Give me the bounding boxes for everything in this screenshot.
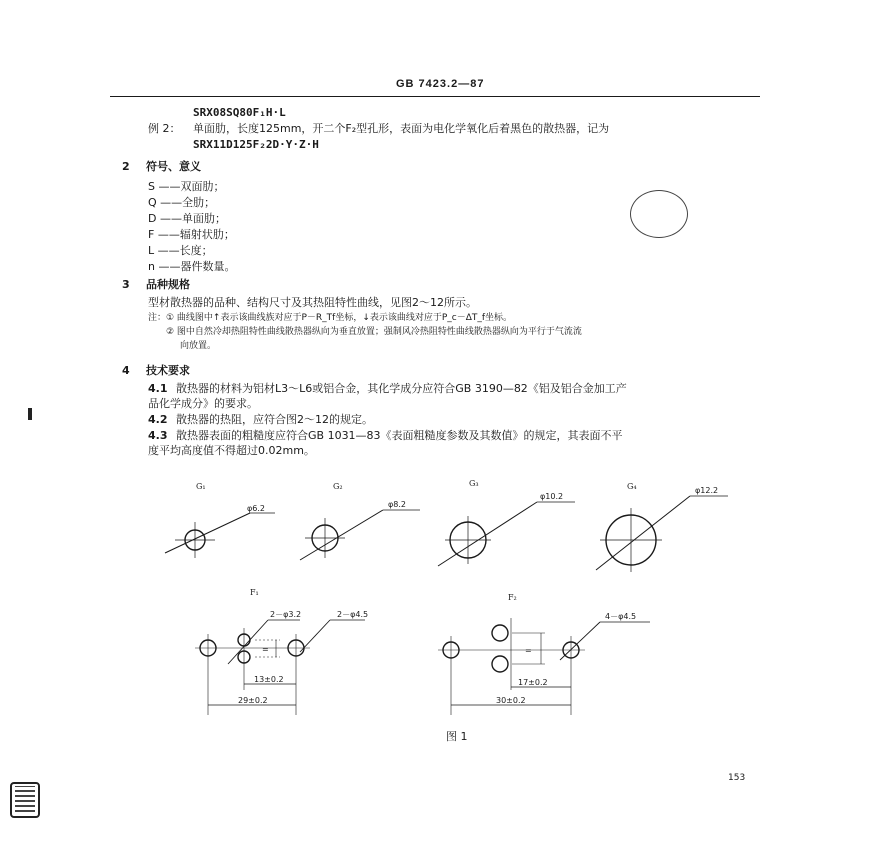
- example2-label: 例 2：: [148, 122, 181, 135]
- g4-label: G₄: [627, 482, 637, 491]
- symbol: F: [148, 228, 155, 241]
- symbol-meaning: ——器件数量。: [158, 260, 236, 273]
- g4-diameter: φ12.2: [695, 486, 719, 495]
- f2-dim1: 17±0.2: [518, 678, 548, 687]
- f2-dim2: 30±0.2: [496, 696, 526, 705]
- g1-diameter: φ6.2: [247, 504, 265, 513]
- clause-text: 散热器表面的粗糙度应符合GB 1031—83《表面粗糙度参数及其数值》的规定，其表面不平: [176, 429, 623, 442]
- section3-number: 3: [122, 278, 130, 291]
- seal-stamp: [10, 782, 40, 818]
- f2-holes: 4－φ4.5: [605, 612, 637, 621]
- g1-label: G₁: [196, 482, 206, 491]
- f1-dim2: 29±0.2: [238, 696, 268, 705]
- f2-label: F₂: [508, 593, 517, 602]
- page-number: 153: [728, 773, 746, 783]
- section3-note1: 注：① 曲线图中↑表示该曲线族对应于P－R_Tf坐标，↓表示该曲线对应于P_c－ΔT_f坐标。: [148, 313, 513, 323]
- clause-text: 散热器的热阻，应符合图2～12的规定。: [176, 413, 373, 426]
- symbol: n: [148, 260, 155, 273]
- g3-label: G₃: [469, 479, 479, 488]
- section3-note2-cont: 向放置。: [180, 341, 217, 351]
- symbol: Q: [148, 196, 157, 209]
- clause-number: 4.3: [148, 429, 168, 442]
- section3-note2: ② 图中自然冷却热阻特性曲线散热器纵向为垂直放置；强制风冷热阻特性曲线散热器纵向为平行于气流流: [166, 327, 582, 337]
- symbol: D: [148, 212, 157, 225]
- symbol: S: [148, 180, 155, 193]
- example2-code: SRX11D125F₂2D·Y·Z·H: [193, 138, 319, 151]
- clause-number: 4.2: [148, 413, 168, 426]
- g2-diameter: φ8.2: [388, 500, 406, 509]
- clause-text: 散热器的材料为铝材L3～L6或铝合金，其化学成分应符合GB 3190—82《铝及铝合金加工产: [176, 382, 627, 395]
- symbol-meaning: ——辐射状肋；: [157, 228, 235, 241]
- f1-dim1: 13±0.2: [254, 675, 284, 684]
- clause-number: 4.1: [148, 382, 168, 395]
- section4-number: 4: [122, 364, 130, 377]
- section3-body: 型材散热器的品种、结构尺寸及其热阻特性曲线，见图2～12所示。: [148, 296, 477, 309]
- symbol-meaning: ——双面肋；: [158, 180, 225, 193]
- clause-text-cont: 品化学成分》的要求。: [148, 397, 258, 410]
- f1-large-holes: 2－φ4.5: [337, 610, 369, 619]
- g2-label: G₂: [333, 482, 343, 491]
- symbol-meaning: ——单面肋；: [159, 212, 226, 225]
- symbol: L: [148, 244, 155, 257]
- symbol-meaning: ——长度；: [157, 244, 213, 257]
- f1-equal-mark: =: [262, 645, 269, 654]
- section3-title: 品种规格: [146, 278, 190, 291]
- f1-small-holes: 2－φ3.2: [270, 610, 302, 619]
- symbol-meaning: ——全肋；: [160, 196, 216, 209]
- example1-code: SRX08SQ80F₁H·L: [193, 106, 286, 119]
- example2-text: 单面肋，长度125mm，开二个F₂型孔形，表面为电化学氧化后着黑色的散热器，记为: [193, 122, 610, 135]
- g3-diameter: φ10.2: [540, 492, 564, 501]
- f2-equal-mark: =: [525, 646, 532, 655]
- section2-title: 符号、意义: [146, 160, 201, 173]
- section2-number: 2: [122, 160, 130, 173]
- figure-caption: 图 1: [446, 730, 468, 743]
- f1-label: F₁: [250, 588, 259, 597]
- standard-number: GB 7423.2—87: [396, 78, 485, 90]
- clause-text-cont: 度平均高度值不得超过0.02mm。: [148, 444, 315, 457]
- section4-title: 技术要求: [146, 364, 190, 377]
